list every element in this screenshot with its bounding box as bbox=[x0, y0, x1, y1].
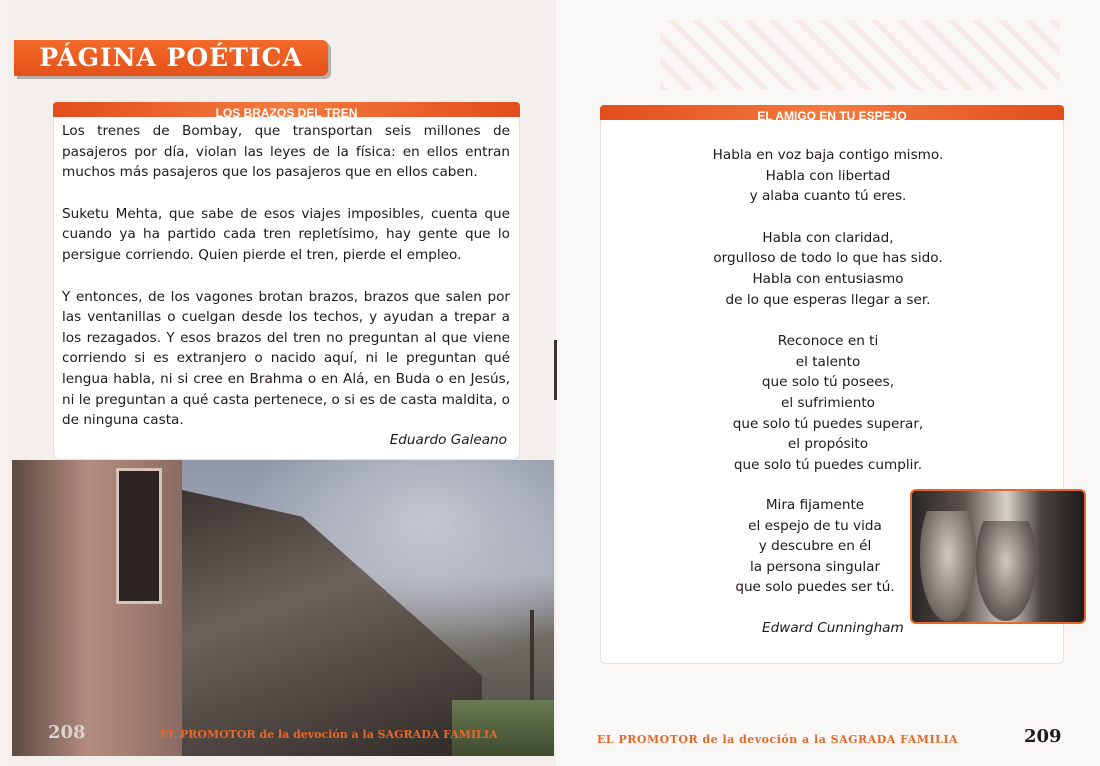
poem-line: que solo tú puedes cumplir. bbox=[733, 456, 923, 473]
paragraph: Suketu Mehta, que sabe de esos viajes imposibles, cuenta que cuando ya ha partido cada tren repletísimo, hay gente que lo persigue corriendo. Quien pierde el tren, pierde el empleo. bbox=[62, 205, 510, 263]
page-spine bbox=[554, 340, 557, 400]
poem-line: Habla con entusiasmo bbox=[752, 270, 904, 287]
poem-body bbox=[620, 145, 1036, 496]
left-article-heading-bar bbox=[53, 102, 520, 120]
left-footer-text: EL PROMOTOR de la devoción a la SAGRADA FAMILIA bbox=[160, 728, 498, 741]
right-article-author: Edward Cunningham bbox=[762, 620, 904, 636]
poem-line: y descubre en él bbox=[758, 538, 872, 555]
mirror-photo bbox=[910, 489, 1086, 624]
poem-line: y alaba cuanto tú eres. bbox=[749, 188, 907, 205]
paragraph: Los trenes de Bombay, que transportan seis millones de pasajeros por día, violan las leyes de la física: en ellos entran muchos más pasajeros que los pasajeros que en ellos caben. bbox=[62, 123, 510, 181]
train-photo bbox=[12, 460, 554, 756]
page-title: PÁGINA POÉTICA bbox=[39, 43, 303, 72]
poem-line: que solo tú puedes superar, bbox=[732, 415, 924, 432]
left-page-number: 208 bbox=[48, 722, 86, 743]
poem-line: Habla en voz baja contigo mismo. bbox=[712, 147, 944, 163]
stanza bbox=[620, 228, 1036, 310]
right-article-heading-bar bbox=[600, 105, 1064, 123]
poem-line: el espejo de tu vida bbox=[748, 517, 882, 534]
photo-train-window bbox=[116, 468, 162, 604]
paragraph: Y entonces, de los vagones brotan brazos, brazos que salen por las ventanillas o cuelgan desde los techos, y ayudan a trepar a los rezagados. Y esos brazos del tren no preguntan al que viene corriendo si es extranjero o nacido aquí, ni le preguntan qué lengua habla, ni si cree en Brahma o en Alá, en Buda o en Jesús, ni le preguntan a qué casta pertenece, o si es de casta maldita, o de ninguna casta. bbox=[62, 288, 510, 429]
page-title-banner bbox=[14, 40, 328, 76]
photo-face bbox=[920, 511, 976, 621]
left-article-heading: LOS BRAZOS DEL TREN bbox=[215, 106, 358, 120]
right-footer-text: EL PROMOTOR de la devoción a la SAGRADA FAMILIA bbox=[597, 733, 959, 746]
poem-line: que solo puedes ser tú. bbox=[735, 579, 895, 596]
right-article-heading: EL AMIGO EN TU ESPEJO bbox=[757, 109, 907, 123]
photo-face-reflection bbox=[976, 521, 1036, 621]
poem-line: el talento bbox=[795, 353, 861, 370]
poem-line: Habla con libertad bbox=[765, 167, 891, 184]
poem-line: orgulloso de todo lo que has sido. bbox=[713, 250, 943, 267]
left-article-body bbox=[62, 121, 510, 452]
right-page-number: 209 bbox=[1024, 726, 1062, 747]
poem-line: Mira fijamente bbox=[765, 497, 865, 513]
poem-line: Habla con claridad, bbox=[762, 229, 894, 246]
stanza bbox=[730, 495, 900, 598]
decorative-pattern bbox=[660, 20, 1060, 90]
poem-line: de lo que esperas llegar a ser. bbox=[725, 291, 931, 308]
poem-line: el sufrimiento bbox=[781, 394, 875, 411]
stanza bbox=[620, 331, 1036, 475]
poem-line: Reconoce en ti bbox=[777, 333, 879, 350]
poem-line: la persona singular bbox=[749, 558, 881, 575]
poem-line: que solo tú posees, bbox=[761, 374, 895, 391]
stanza bbox=[620, 145, 1036, 207]
poem-line: el propósito bbox=[787, 436, 869, 453]
left-article-author: Eduardo Galeano bbox=[389, 432, 507, 448]
